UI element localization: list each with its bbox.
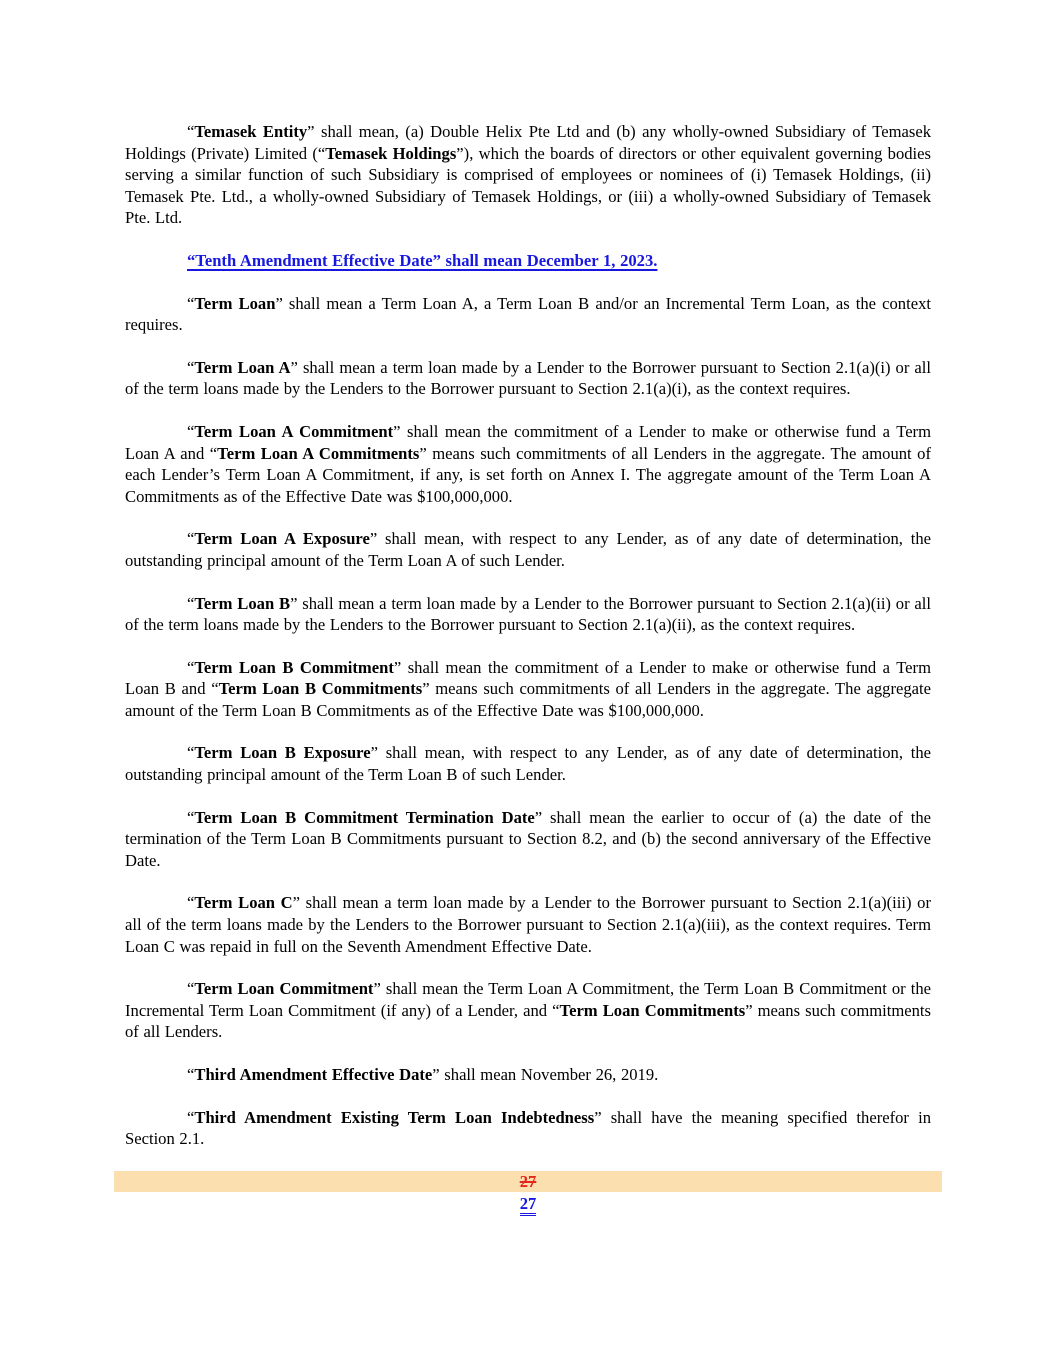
document-body [125,121,931,1150]
definition-temasek-entity: “Temasek Entity” shall mean, (a) Double Helix Pte Ltd and (b) any wholly-owned Subsidiary of Temasek Holdings (Private) Limited (“Temasek Holdings”), which the boards of directors or other equivalent governing bodies serving a similar function of such Subsidiary is comprised of employees or nominees of (i) Temasek Holdings, (ii) Temasek Pte. Ltd., a wholly-owned Subsidiary of Temasek Holdings, or (iii) a wholly-owned Subsidiary of Temasek Pte. Ltd. [125,122,932,228]
definition-third-amendment-effective-date: “Third Amendment Effective Date” shall mean November 26, 2019. [187,1065,659,1084]
definition-term-loan-b-exposure: “Term Loan B Exposure” shall mean, with respect to any Lender, as of any date of determination, the outstanding principal amount of the Term Loan B of such Lender. [125,743,931,785]
definition-third-amendment-existing-term-loan-indebtedness: “Third Amendment Existing Term Loan Indebtedness” shall have the meaning specified therefor in Section 2.1. [125,1107,931,1149]
inserted-page-number-row [125,1194,931,1216]
deleted-page-number: 27 [519,1171,537,1191]
definition-term-loan-b: “Term Loan B” shall mean a term loan made by a Lender to the Borrower pursuant to Section 2.1(a)(ii) or all of the term loans made by the Lenders to the Borrower pursuant to Section 2.1(a)(ii), as the context requires. [125,593,931,635]
inserted-page-number: 27 [520,1195,537,1216]
definition-term-loan-commitment: “Term Loan Commitment” shall mean the Term Loan A Commitment, the Term Loan B Commitment or the Incremental Term Loan Commitment (if any) of a Lender, and “Term Loan Commitments” means such commitments of all Lenders. [125,979,931,1042]
definition-term-loan-a: “Term Loan A” shall mean a term loan made by a Lender to the Borrower pursuant to Section 2.1(a)(i) or all of the term loans made by the Lenders to the Borrower pursuant to Section 2.1(a)(i), as the context requires. [125,357,932,399]
definition-term-loan-a-exposure: “Term Loan A Exposure” shall mean, with respect to any Lender, as of any date of determination, the outstanding principal amount of the Term Loan A of such Lender. [125,529,931,570]
definition-tenth-amendment-effective-date-inserted: “Tenth Amendment Effective Date” shall mean December 1, 2023. [187,250,658,270]
definition-term-loan-b-commitment: “Term Loan B Commitment” shall mean the commitment of a Lender to make or otherwise fund a Term Loan B and “Term Loan B Commitments” means such commitments of all Lenders in the aggregate. The aggregate amount of the Term Loan B Commitments as of the Effective Date was $100,000,000. [125,657,931,720]
definition-term-loan: “Term Loan” shall mean a Term Loan A, a Term Loan B and/or an Incremental Term Loan, as the context requires. [125,293,931,335]
definition-term-loan-c: “Term Loan C” shall mean a term loan made by a Lender to the Borrower pursuant to Section 2.1(a)(iii) or all of the term loans made by the Lenders to the Borrower pursuant to Section 2.1(a)(iii), as the context requires. Term Loan C was repaid in full on the Seventh Amendment Effective Date. [125,893,931,956]
definition-term-loan-a-commitment: “Term Loan A Commitment” shall mean the commitment of a Lender to make or otherwise fund a Term Loan A and “Term Loan A Commitments” means such commitments of all Lenders in the aggregate. The amount of each Lender’s Term Loan A Commitment, if any, is set forth on Annex I. The aggregate amount of the Term Loan A Commitments as of the Effective Date was $100,000,000. [125,421,931,506]
page-number-highlight-band [114,1171,942,1192]
definition-term-loan-b-commitment-termination-date: “Term Loan B Commitment Termination Date” shall mean the earlier to occur of (a) the date of the termination of the Term Loan B Commitments pursuant to Section 8.2, and (b) the second anniversary of the Effective Date. [125,807,931,870]
